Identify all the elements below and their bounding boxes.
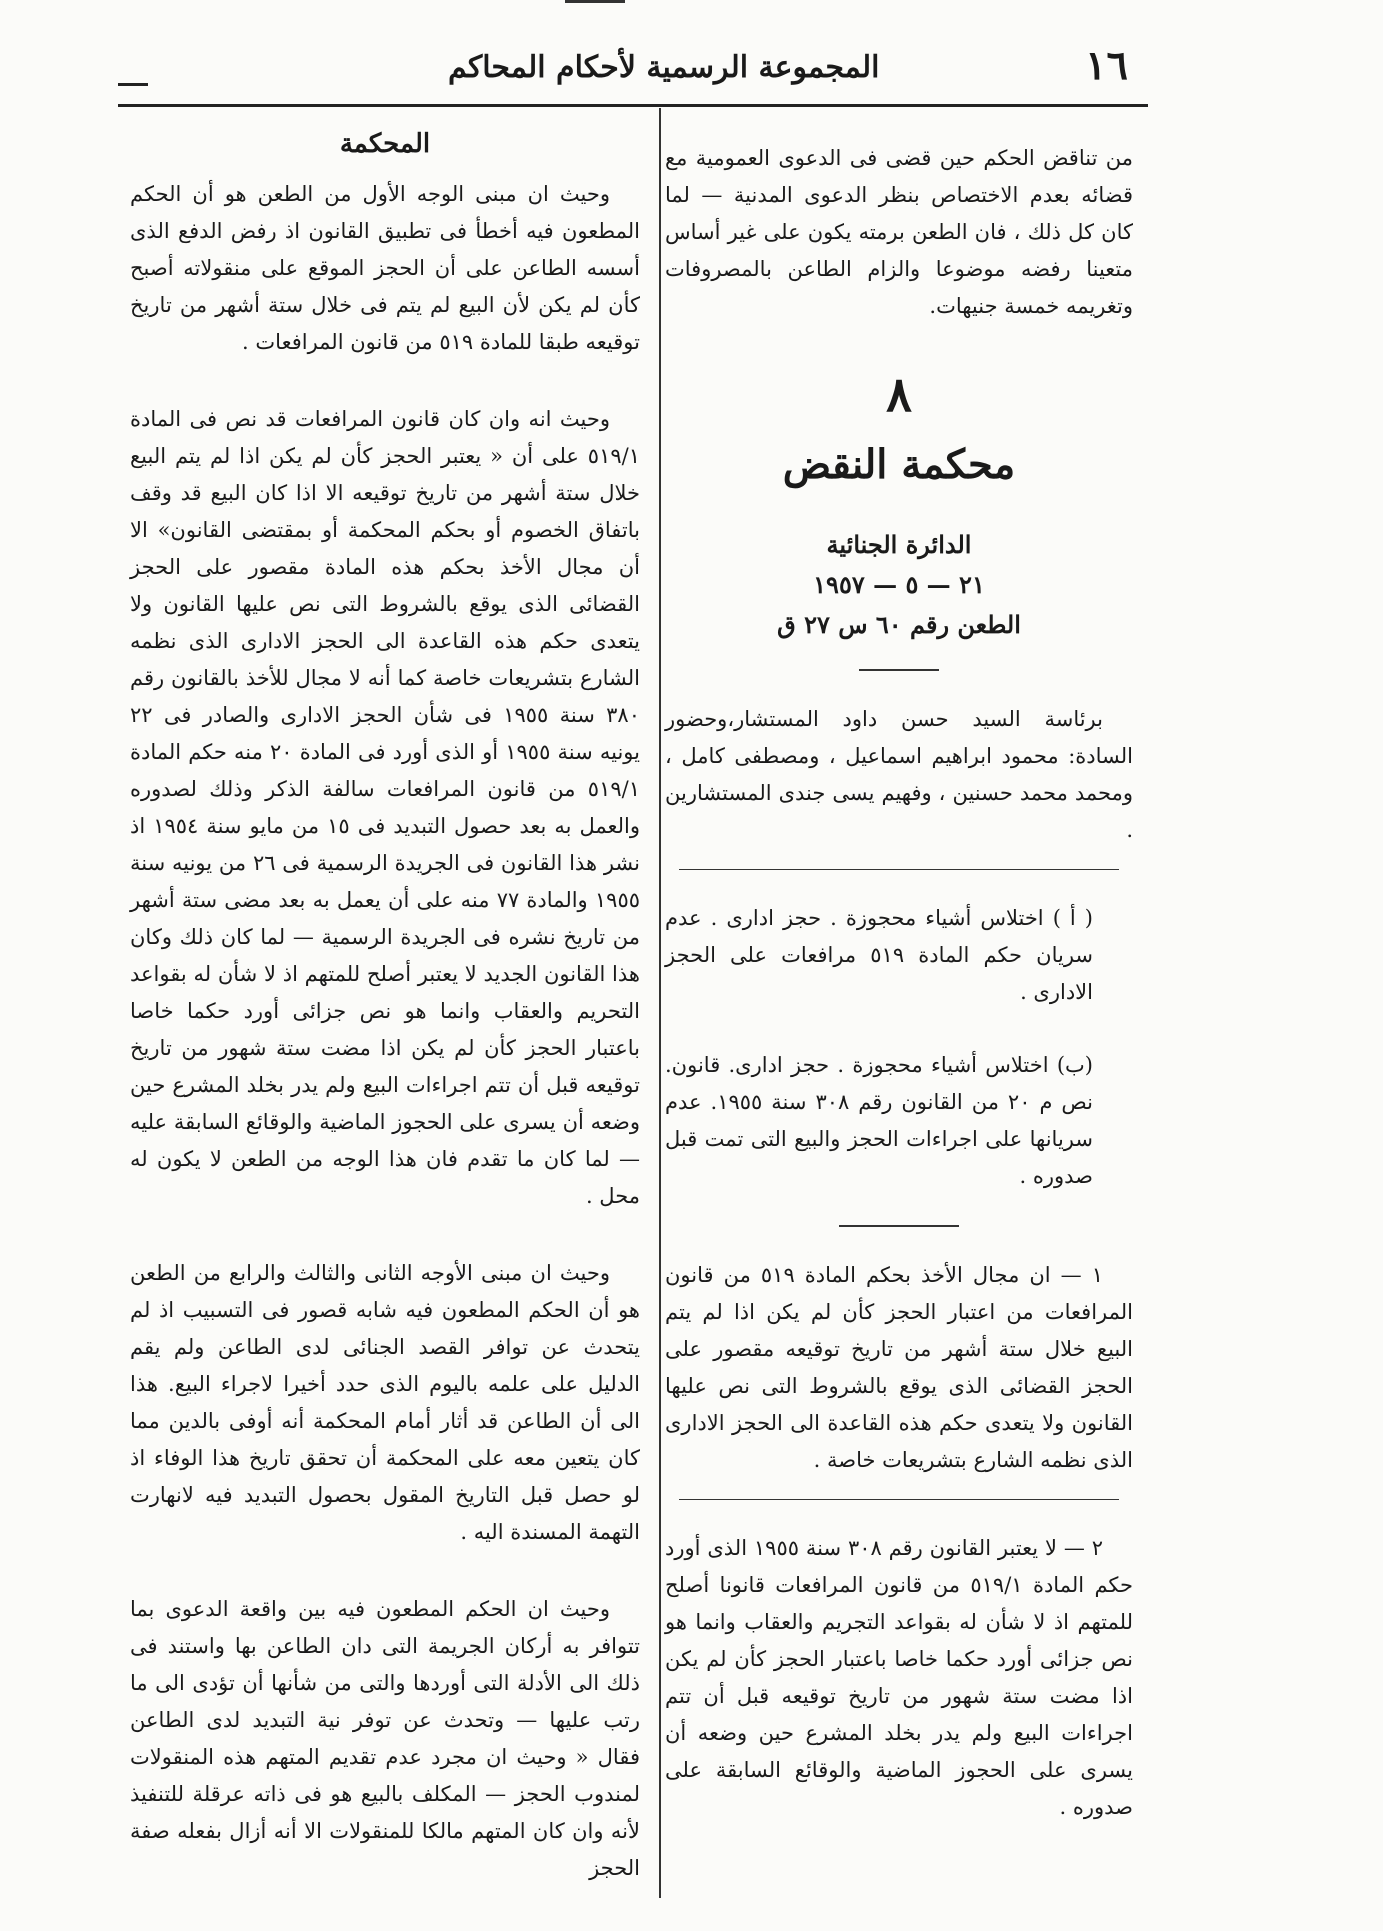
- left-column: [130, 122, 640, 1887]
- section-title: المحكمة: [339, 129, 431, 159]
- headnote-divider: [839, 1225, 959, 1227]
- ruling-paragraph-2: وحيث انه وان كان قانون المرافعات قد نص فى المادة ٥١٩/١ على أن « يعتبر الحجز كأن لم يكن اذا لم يتم البيع خلال ستة أشهر من تاريخ توقيعه الا اذا كان البيع قد وقف باتفاق الخصوم أو بحكم المحكمة أو بمقتضى القانون» الا أن مجال الأخذ بحكم هذه المادة مقصور على الحجز القضائى الذى يوقع بالشروط التى نص عليها القانون ولا يتعدى حكم هذه القاعدة الى الحجز الادارى الذى نظمه الشارع بتشريعات خاصة كما أنه لا مجال للأخذ بالقانون رقم ٣٨٠ سنة ١٩٥٥ فى شأن الحجز الادارى والصادر فى ٢٢ يونيه سنة ١٩٥٥ أو الذى أورد فى المادة ٢٠ منه حكم المادة ٥١٩/١ من قانون المرافعات سالفة الذكر وذلك لصدوره والعمل به بعد حصول التبديد فى ١٥ من مايو سنة ١٩٥٤ اذ نشر هذا القانون فى الجريدة الرسمية فى ٢٦ من يونيه سنة ١٩٥٥ والمادة ٧٧ منه على أن يعمل به بعد مضى ستة أشهر من تاريخ نشره فى الجريدة الرسمية — لما كان ذلك وكان هذا القانون الجديد لا يعتبر أصلح للمتهم اذ لا شأن له بقواعد التحريم والعقاب وانما هو نص جزائى أورد حكما خاصا باعتبار الحجز كأن لم يكن اذا مضت ستة شهور من تاريخ توقيعه قبل أن تتم اجراءات البيع ولم يدر بخلد المشرع حين وضعه أن يسرى على الحجوز الماضية والوقائع السابقة عليه — لما كان ما تقدم فان هذا الوجه من الطعن لا يكون له محل .: [130, 407, 641, 1208]
- right-column: [665, 140, 1133, 1826]
- panel-divider: [679, 869, 1119, 870]
- page-number: ١٦: [1085, 42, 1128, 89]
- ruling-paragraph-3: وحيث ان مبنى الأوجه الثانى والثالث والرابع من الطعن هو أن الحكم المطعون فيه شابه قصور فى التسبيب اذ لم يتحدث عن توافر القصد الجنائى لدى الطاعن ولم يقم الدليل على علمه باليوم الذى حدد أخيرا لاجراء البيع. هذا الى أن الطاعن قد أثار أمام المحكمة أنه أوفى بالدين مما كان يتعين معه على المحكمة أن تحقق تاريخ هذا الوفاء اذ لو حصل قبل التاريخ المقول بحصول التبديد فيه لانهارت التهمة المسندة اليه .: [130, 1261, 640, 1544]
- appeal-number: الطعن رقم ٦٠ س ٢٧ ق: [777, 610, 1021, 639]
- principle-1: ١ — ان مجال الأخذ بحكم المادة ٥١٩ من قانون المرافعات من اعتبار الحجز كأن لم يكن اذا لم يتم البيع خلال ستة أشهر من تاريخ توقيعه مقصور على الحجز القضائى الذى يوقع بالشروط التى نص عليها القانون ولا يتعدى حكم هذه القاعدة الى الحجز الادارى الذى نظمه الشارع بتشريعات خاصة .: [665, 1263, 1133, 1472]
- short-divider: [859, 669, 939, 671]
- decision-date: ٢١ — ٥ — ١٩٥٧: [813, 570, 985, 599]
- header-rule: [118, 104, 1148, 107]
- top-edge-mark: [565, 0, 625, 3]
- ruling-paragraph-1: وحيث ان مبنى الوجه الأول من الطعن هو أن الحكم المطعون فيه أخطأ فى تطبيق القانون اذ رفض الدفع الذى أسسه الطاعن على أن الحجز الموقع على منقولاته أصبح كأن لم يكن لأن البيع لم يتم فى خلال ستة أشهر من تاريخ توقيعه طبقا للمادة ٥١٩ من قانون المرافعات .: [130, 182, 640, 354]
- circuit-name: الدائرة الجنائية: [826, 530, 972, 559]
- panel-paragraph: برئاسة السيد حسن داود المستشار،وحضور السادة: محمود ابراهيم اسماعيل ، ومصطفى كامل ، ومحمد محمد حسنين ، وفهيم يسى جندى المستشارين .: [665, 707, 1133, 842]
- page-header: [118, 38, 1148, 96]
- column-divider: [659, 108, 661, 1898]
- header-dash: [118, 83, 148, 86]
- principle-divider: [679, 1499, 1119, 1500]
- court-name: محكمة النقض: [782, 441, 1016, 488]
- ruling-paragraph-4: وحيث ان الحكم المطعون فيه بين واقعة الدعوى بما تتوافر به أركان الجريمة التى دان الطاعن بها واستند فى ذلك الى الأدلة التى أوردها والتى من شأنها أن تؤدى الى ما رتب عليها — وتحدث عن توفر نية التبديد لدى الطاعن فقال « وحيث ان مجرد عدم تقديم المتهم هذه المنقولات لمندوب الحجز — المكلف بالبيع هو فى ذاته عرقلة للتنفيذ لأنه وان كان المتهم مالكا للمنقولات الا أنه أزال بفعله صفة الحجز: [130, 1597, 640, 1880]
- case-number: ٨: [886, 367, 912, 423]
- headnote-a: ( أ ) اختلاس أشياء محجوزة . حجز ادارى . عدم سريان حكم المادة ٥١٩ مرافعات على الحجز الادارى .: [665, 906, 1093, 1004]
- running-title: المجموعة الرسمية لأحكام المحاكم: [448, 50, 880, 85]
- headnote-b: (ب) اختلاس أشياء محجوزة . حجز ادارى. قانون. نص م ٢٠ من القانون رقم ٣٠٨ سنة ١٩٥٥. عدم سريانها على اجراءات الحجز والبيع التى تمت قبل صدوره .: [665, 1053, 1093, 1188]
- principle-2: ٢ — لا يعتبر القانون رقم ٣٠٨ سنة ١٩٥٥ الذى أورد حكم المادة ٥١٩/١ من قانون المرافعات قانونا أصلح للمتهم اذ لا شأن له بقواعد التجريم والعقاب وانما هو نص جزائى أورد حكما خاصا باعتبار الحجز كأن لم يكن اذا مضت ستة شهور من تاريخ توقيعه قبل أن تتم اجراءات البيع ولم يدر بخلد المشرع حين وضعه أن يسرى على الحجوز الماضية والوقائع السابقة على صدوره .: [665, 1536, 1133, 1819]
- intro-paragraph: من تناقض الحكم حين قضى فى الدعوى العمومية مع قضائه بعدم الاختصاص بنظر الدعوى المدنية — لما كان كل ذلك ، فان الطعن برمته يكون على غير أساس متعينا رفضه موضوعا والزام الطاعن بالمصروفات وتغريمه خمسة جنيهات.: [665, 146, 1133, 318]
